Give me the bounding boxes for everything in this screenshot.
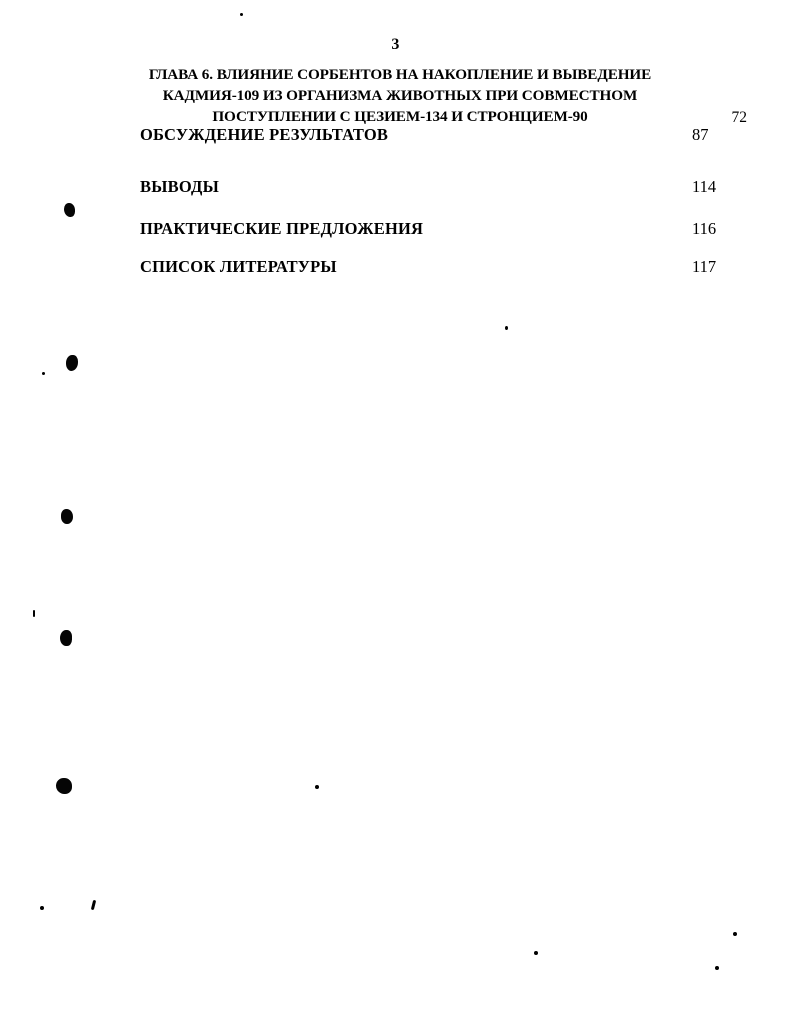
toc-entry [140, 127, 755, 163]
scan-blot [64, 203, 75, 217]
table-of-contents [140, 64, 755, 287]
scan-speck [534, 951, 538, 955]
scan-blot [61, 509, 73, 524]
toc-entry-label: СПИСОК ЛИТЕРАТУРЫ [140, 257, 337, 276]
toc-entry-label: ВЫВОДЫ [140, 177, 219, 196]
toc-entry-page: 114 [692, 177, 717, 196]
toc-chapter-page: 72 [731, 109, 747, 126]
toc-entry [140, 247, 755, 287]
toc-entry [140, 207, 755, 247]
scan-speck [40, 906, 44, 910]
scan-blot [66, 355, 78, 371]
scan-speck [505, 326, 508, 330]
toc-entry-label: ПРАКТИЧЕСКИЕ ПРЕДЛОЖЕНИЯ [140, 219, 424, 238]
toc-entry-label: ОБСУЖДЕНИЕ РЕЗУЛЬТАТОВ [140, 125, 389, 144]
scan-speck [715, 966, 719, 970]
toc-entry-page: 116 [692, 219, 717, 238]
scan-speck [315, 785, 319, 789]
toc-entry-page: 117 [692, 257, 717, 276]
scan-speck [733, 932, 737, 936]
toc-chapter-entry [140, 64, 755, 127]
toc-entry [140, 163, 755, 207]
scan-speck [33, 610, 35, 617]
scan-speck [240, 13, 243, 16]
scan-speck [42, 372, 45, 375]
toc-entry-page: 87 [692, 125, 709, 144]
toc-chapter-title: ГЛАВА 6. ВЛИЯНИЕ СОРБЕНТОВ НА НАКОПЛЕНИЕ И ВЫВЕДЕНИЕ КАДМИЯ-109 ИЗ ОРГАНИЗМА ЖИВОТНЫХ ПРИ СОВМЕСТНОМ ПОСТУПЛЕНИИ С ЦЕЗИЕМ-134 И СТРОНЦИЕМ-90 [148, 66, 652, 125]
page-number: 3 [391, 36, 400, 53]
scan-speck [91, 900, 96, 910]
scan-blot [56, 778, 72, 794]
scan-blot [60, 630, 72, 646]
